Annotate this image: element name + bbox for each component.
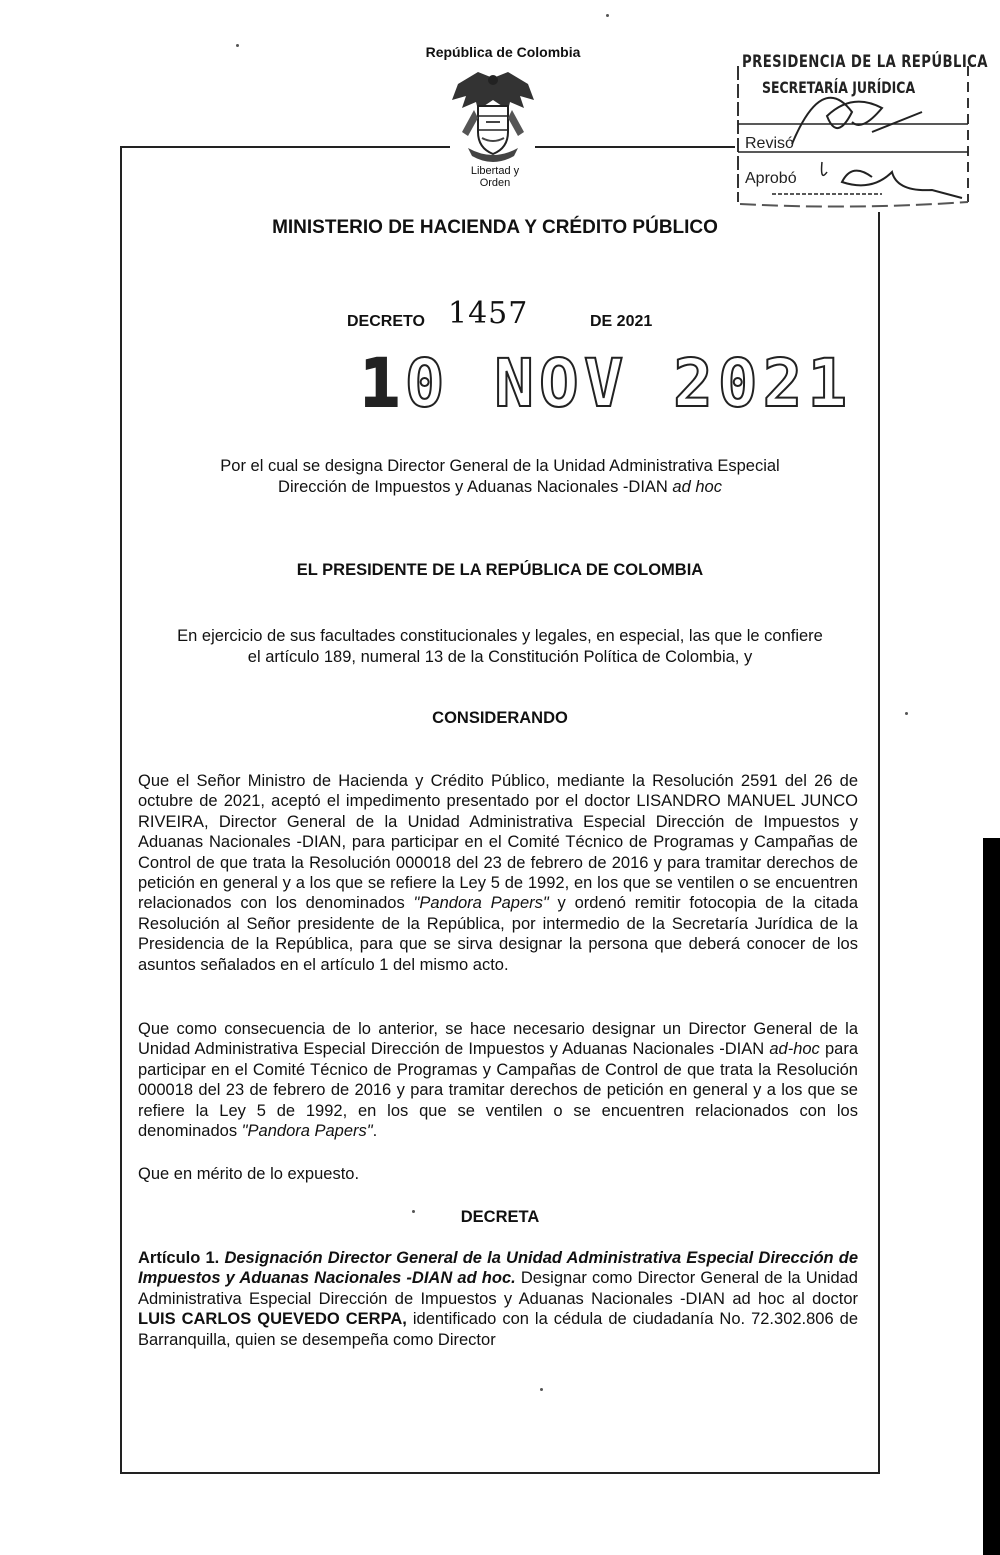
scan-speck — [905, 712, 908, 715]
considerando-heading: CONSIDERANDO — [432, 709, 568, 727]
authority-clause — [120, 626, 880, 668]
frame-bottom-line — [120, 1472, 880, 1474]
frame-right-line — [878, 212, 880, 1474]
decree-subtitle — [120, 456, 880, 498]
coat-of-arms-icon — [448, 70, 538, 170]
stamp-line2: SECRETARÍA JURÍDICA — [762, 78, 916, 97]
considerando-paragraph-1: Que el Señor Ministro de Hacienda y Crédito Público, mediante la Resolución 2591 del 26 de octubre de 2021, aceptó el impedimento presentado por el doctor LISANDRO MANUEL JUNCO RIVEIRA, Director General de la Unidad Administrativa Especial Dirección de Impuestos y Aduanas Nacionales -DIAN, para participar en el Comité Técnico de Programas y Campañas de Control de que trata la Resolución 000018 del 23 de febrero de 2016 y para tramitar derechos de petición en general y a los que se refiere la Ley 5 de 1992, en los que se ventilen o se encuentren relacionados con los denominados "Pandora Papers" y ordenó remitir fotocopia de la citada Resolución al Señor presidente de la República, por intermedio de la Secretaría Jurídica de la Presidencia de la República, para que se sirva designar la persona que deberá conocer de los asuntos señalados en el artículo 1 del mismo acto. — [138, 772, 858, 974]
date-stamp — [360, 345, 852, 422]
motto-label: Libertad y Orden — [470, 165, 520, 189]
decreto-year: DE 2021 — [590, 313, 653, 330]
date-stamp-first-digit: 1 — [360, 345, 405, 422]
decreta-heading: DECRETA — [460, 1208, 540, 1226]
ministry-title: MINISTERIO DE HACIENDA Y CRÉDITO PÚBLICO — [272, 217, 718, 238]
considerando-paragraph-3: Que en mérito de lo expuesto. — [138, 1165, 360, 1183]
frame-left-line — [120, 146, 122, 1474]
decreto-label: DECRETO — [347, 313, 425, 330]
scan-speck — [412, 1210, 415, 1213]
stamp-aprobo-label: Aprobó — [745, 170, 797, 187]
authority-line2: el artículo 189, numeral 13 de la Constitución Política de Colombia, y — [247, 648, 753, 666]
stamp-line1: PRESIDENCIA DE LA REPÚBLICA — [742, 52, 988, 72]
considerando-paragraph-2: Que como consecuencia de lo anterior, se hace necesario designar un Director General de la Unidad Administrativa Especial Dirección de Impuestos y Aduanas Nacionales -DIAN ad-hoc para participar en el Comité Técnico de Programas y Campañas de Control de que trata la Resolución 000018 del 23 de febrero de 2016 y para tramitar derechos de petición en general y a los que se refiere la Ley 5 de 1992, en los que se ventilen o se encuentren relacionados con los denominados "Pandora Papers". — [138, 1020, 858, 1141]
scan-speck — [606, 14, 609, 17]
frame-top-left-line — [120, 146, 450, 148]
scan-speck — [236, 44, 239, 47]
designee-name: LUIS CARLOS QUEVEDO CERPA, — [138, 1310, 407, 1329]
date-stamp-rest: 0 NOV 2021 — [404, 345, 853, 422]
subtitle-line1: Por el cual se designa Director General de la Unidad Administrativa Especial — [220, 457, 780, 475]
scan-edge-bar — [983, 838, 1000, 1555]
reviewer-stamp — [732, 52, 972, 212]
president-heading: EL PRESIDENTE DE LA REPÚBLICA DE COLOMBIA — [296, 561, 704, 579]
frame-top-right-line — [535, 146, 735, 148]
article-1-label: Artículo 1. — [138, 1249, 220, 1267]
decreto-number: 1457 — [448, 296, 529, 331]
article-1: Artículo 1. Designación Director General de la Unidad Administrativa Especial Dirección de Impuestos y Aduanas Nacionales -DIAN ad hoc. Designar como Director General de la Unidad Administrativa Especial Dirección de Impuestos y Aduanas Nacionales -DIAN ad hoc al doctor LUIS CARLOS QUEVEDO CERPA, identificado con la cédula de ciudadanía No. 72.302.806 de Barranquilla, quien se desempeña como Director — [138, 1249, 859, 1349]
subtitle-line2: Dirección de Impuestos y Aduanas Nacionales -DIAN ad hoc — [278, 478, 722, 496]
scan-speck — [540, 1388, 543, 1391]
authority-line1: En ejercicio de sus facultades constitucionales y legales, en especial, las que le confiere — [177, 627, 823, 645]
republica-heading: República de Colombia — [425, 44, 581, 60]
stamp-reviso-label: Revisó — [745, 135, 794, 152]
article-1-title: Designación Director General de la Unidad Administrativa Especial Dirección de Impuestos y Aduanas Nacionales -DIAN ad hoc. — [138, 1249, 859, 1288]
